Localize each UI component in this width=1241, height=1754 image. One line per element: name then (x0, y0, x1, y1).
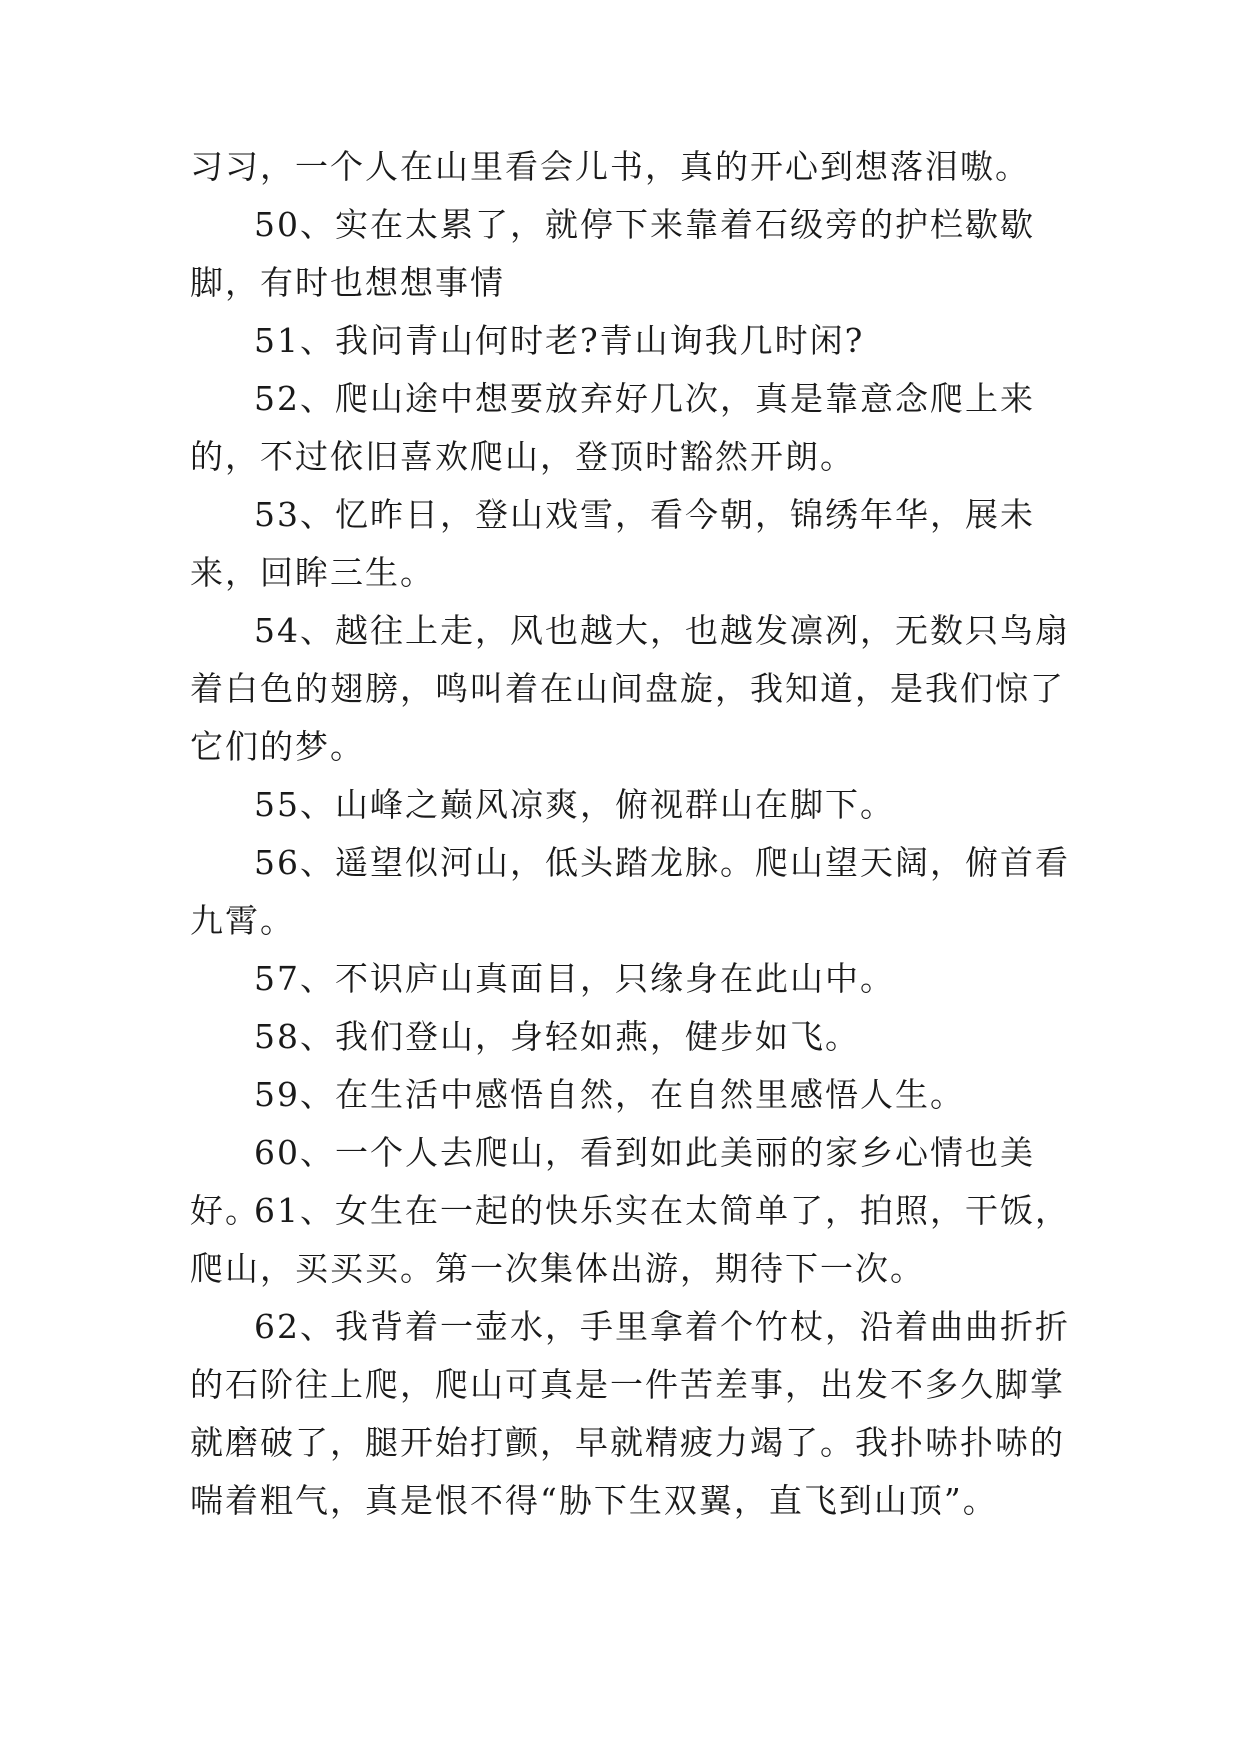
paragraph-51: 51、我问青山何时老?青山询我几时闲? (254, 321, 865, 360)
paragraph-56: 56、遥望似河山，低头踏龙脉。爬山望天阔，俯首看九霄。 (190, 843, 1070, 940)
paragraph-52: 52、爬山途中想要放弃好几次，真是靠意念爬上来的，不过依旧喜欢爬山，登顶时豁然开朗。 (190, 379, 1035, 476)
paragraph-59: 59、在生活中感悟自然，在自然里感悟人生。 (254, 1075, 965, 1114)
paragraph-continuation: 习习，一个人在山里看会儿书，真的开心到想落泪嗷。 (190, 147, 1030, 186)
paragraph-58: 58、我们登山，身轻如燕，健步如飞。 (254, 1017, 860, 1056)
paragraph-62: 62、我背着一壶水，手里拿着个竹杖，沿着曲曲折折的石阶往上爬，爬山可真是一件苦差事，出发不多久脚掌就磨破了，腿开始打颤，早就精疲力竭了。我扑哧扑哧的喘着粗气，真是恨不得“胁下生双翼，直飞到山顶”。 (190, 1307, 1070, 1520)
paragraph-57: 57、不识庐山真面目，只缘身在此山中。 (254, 959, 895, 998)
paragraph-53: 53、忆昨日，登山戏雪，看今朝，锦绣年华，展未来，回眸三生。 (190, 495, 1035, 592)
paragraph-54: 54、越往上走，风也越大，也越发凛冽，无数只鸟扇着白色的翅膀，鸣叫着在山间盘旋，我知道，是我们惊了它们的梦。 (190, 611, 1070, 766)
paragraph-61: 61、女生在一起的快乐实在太简单了，拍照，干饭，爬山，买买买。第一次集体出游，期待下一次。 (190, 1191, 1070, 1288)
paragraph-60: 60、一个人去爬山，看到如此美丽的家乡心情也美好。 (190, 1133, 1035, 1230)
paragraph-50: 50、实在太累了，就停下来靠着石级旁的护栏歇歇脚，有时也想想事情 (190, 205, 1035, 302)
paragraph-55: 55、山峰之巅风凉爽，俯视群山在脚下。 (254, 785, 895, 824)
